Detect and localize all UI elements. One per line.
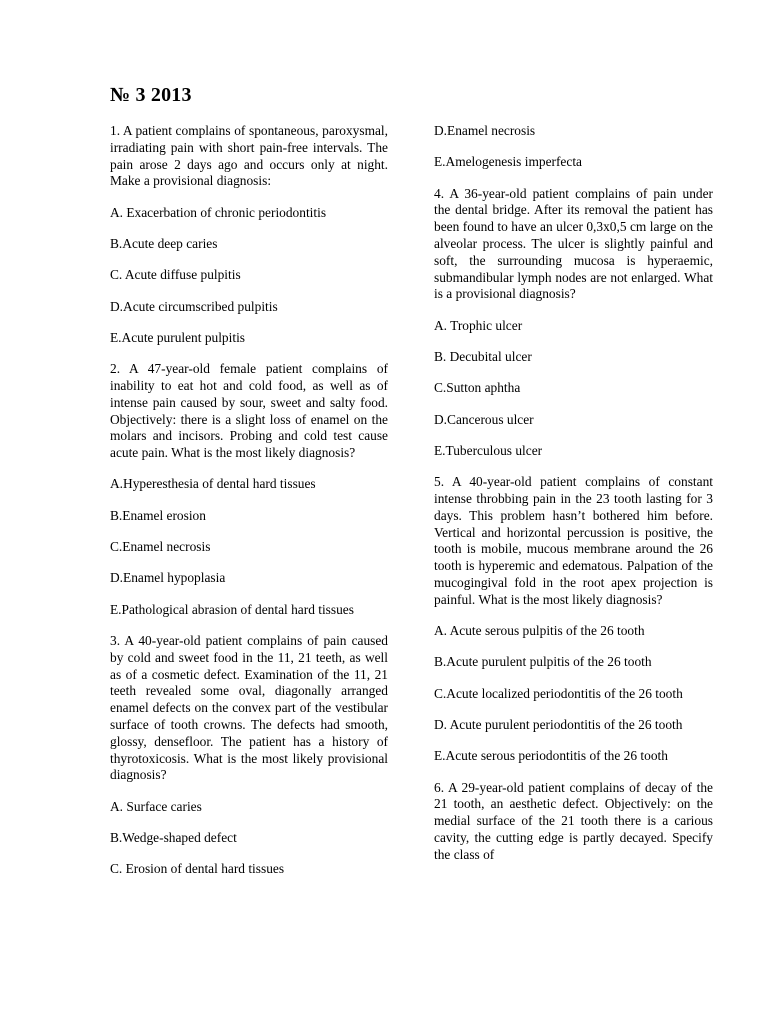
question-4-option-e: E.Tuberculous ulcer bbox=[434, 442, 543, 458]
question-1-option-d: D.Acute circumscribed pulpitis bbox=[110, 298, 278, 314]
question-2-option-b: B.Enamel erosion bbox=[110, 507, 206, 523]
question-5-option-e: E.Acute serous periodontitis of the 26 tooth bbox=[434, 748, 668, 764]
question-4-text: 4. A 36-year-old patient complains of pain under the dental bridge. After its removal the patient has been found to have an ulcer 0,3x0,5 cm large on the alveolar process. The ulcer is slightly painful and soft, the surrounding mucosa is hyperaemic, submandibular lymph nodes are not enlarged. What is a provisional diagnosis? bbox=[434, 185, 713, 302]
question-5-option-a: A. Acute serous pulpitis of the 26 tooth bbox=[434, 623, 645, 639]
question-5-option-b: B.Acute purulent pulpitis of the 26 tooth bbox=[434, 654, 652, 670]
page-title: № 3 2013 bbox=[110, 84, 192, 106]
question-1-text: 1. A patient complains of spontaneous, paroxysmal, irradiating pain with short pain-free intervals. The pain arose 2 days ago and occurs only at night. Make a provisional diagnosis: bbox=[110, 123, 388, 189]
question-1-option-e: E.Acute purulent pulpitis bbox=[110, 329, 245, 345]
question-4-option-d: D.Cancerous ulcer bbox=[434, 411, 534, 427]
question-1-option-b: B.Acute deep caries bbox=[110, 235, 218, 251]
question-4-option-a: A. Trophic ulcer bbox=[434, 317, 523, 333]
question-1-option-c: C. Acute diffuse pulpitis bbox=[110, 267, 241, 283]
question-4-option-b: B. Decubital ulcer bbox=[434, 348, 532, 364]
left-column bbox=[110, 123, 388, 878]
question-5-option-c: C.Acute localized periodontitis of the 26 tooth bbox=[434, 685, 683, 701]
question-5-text: 5. A 40-year-old patient complains of constant intense throbbing pain in the 23 tooth lasting for 3 days. This problem hasn’t bothered him before. Vertical and horizontal percussion is positive, the tooth is mobile, mucous membrane around the 26 tooth is hyperemic and edematous. Palpation of the mucogingival fold in the root apex projection is painful. What is the most likely diagnosis? bbox=[434, 474, 713, 607]
question-2-option-e: E.Pathological abrasion of dental hard tissues bbox=[110, 601, 354, 617]
question-3-option-e: E.Amelogenesis imperfecta bbox=[434, 154, 582, 170]
question-1-option-a: A. Exacerbation of chronic periodontitis bbox=[110, 204, 327, 220]
question-5-option-d: D. Acute purulent periodontitis of the 26 tooth bbox=[434, 716, 683, 732]
question-6-text: 6. A 29-year-old patient complains of decay of the 21 tooth, an aesthetic defect. Objectively: on the medial surface of the 21 tooth there is a carious cavity, the cutting edge is partly decayed. Specify the class of bbox=[434, 779, 713, 862]
question-3-text: 3. A 40-year-old patient complains of pain caused by cold and sweet food in the 11, 21 teeth, as well as of a cosmetic defect. Examination of the 11, 21 teeth revealed some oval, diagonally arranged enamel defects on the convex part of the vestibular surface of tooth crowns. The defects had smooth, glossy, densefloor. The patient has a history of thyrotoxicosis. What is the most likely provisional diagnosis? bbox=[110, 632, 388, 783]
right-column bbox=[434, 123, 713, 878]
question-2-text: 2. A 47-year-old female patient complains of inability to eat hot and cold food, as well as of intense pain caused by sour, sweet and salty food. Objectively: there is a slight loss of enamel on the molars and incisors. Probing and cold test cause acute pain. What is the most likely diagnosis? bbox=[110, 361, 388, 461]
question-2-option-c: C.Enamel necrosis bbox=[110, 539, 211, 555]
question-2-option-d: D.Enamel hypoplasia bbox=[110, 570, 226, 586]
question-3-option-a: A. Surface caries bbox=[110, 798, 202, 814]
question-3-option-c: C. Erosion of dental hard tissues bbox=[110, 861, 285, 877]
question-3-option-d: D.Enamel necrosis bbox=[434, 123, 536, 138]
question-3-option-b: B.Wedge-shaped defect bbox=[110, 829, 237, 845]
question-2-option-a: A.Hyperesthesia of dental hard tissues bbox=[110, 476, 316, 492]
question-4-option-c: C.Sutton aphtha bbox=[434, 380, 521, 396]
